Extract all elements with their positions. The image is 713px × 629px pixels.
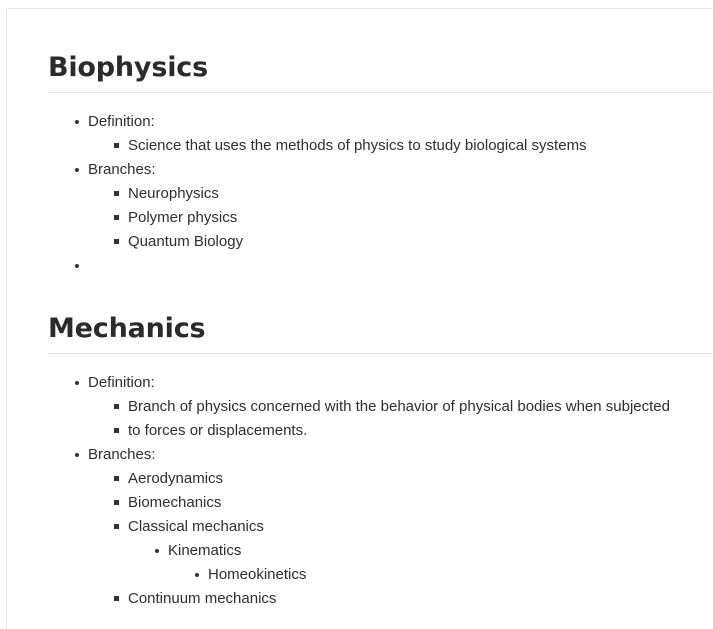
kinematics-label: Kinematics xyxy=(168,542,242,559)
branches-sublist xyxy=(88,182,713,254)
document-page xyxy=(6,8,713,629)
definition-sublist xyxy=(88,395,713,443)
list-item: Continuum mechanics xyxy=(128,587,713,611)
list-item: Homeokinetics xyxy=(208,563,713,587)
definition-label: Definition: xyxy=(88,374,155,391)
document-content xyxy=(48,9,713,611)
list-item: Branch of physics concerned with the behavior of physical bodies when subjected xyxy=(128,395,713,419)
list-item: Biomechanics xyxy=(128,491,713,515)
list-item xyxy=(168,539,713,587)
list-item xyxy=(88,443,713,611)
branches-label: Branches: xyxy=(88,161,156,178)
list-item: Polymer physics xyxy=(128,206,713,230)
mechanics-list xyxy=(48,371,713,611)
classical-mechanics-label: Classical mechanics xyxy=(128,518,264,535)
list-item xyxy=(88,158,713,254)
kinematics-sublist xyxy=(168,563,713,587)
list-item: Science that uses the methods of physics to study biological systems xyxy=(128,134,713,158)
empty-list-item xyxy=(88,254,713,278)
list-item xyxy=(88,110,713,158)
definition-sublist xyxy=(88,134,713,158)
section-heading-mechanics: Mechanics xyxy=(48,312,713,354)
list-item: Aerodynamics xyxy=(128,467,713,491)
list-item: to forces or displacements. xyxy=(128,419,713,443)
branches-sublist xyxy=(88,467,713,611)
list-item: Quantum Biology xyxy=(128,230,713,254)
section-heading-biophysics: Biophysics xyxy=(48,51,713,93)
branches-label: Branches: xyxy=(88,446,156,463)
list-item xyxy=(88,371,713,443)
definition-label: Definition: xyxy=(88,113,155,130)
list-item xyxy=(128,515,713,587)
classical-sublist xyxy=(128,539,713,587)
list-item: Neurophysics xyxy=(128,182,713,206)
biophysics-list xyxy=(48,110,713,278)
